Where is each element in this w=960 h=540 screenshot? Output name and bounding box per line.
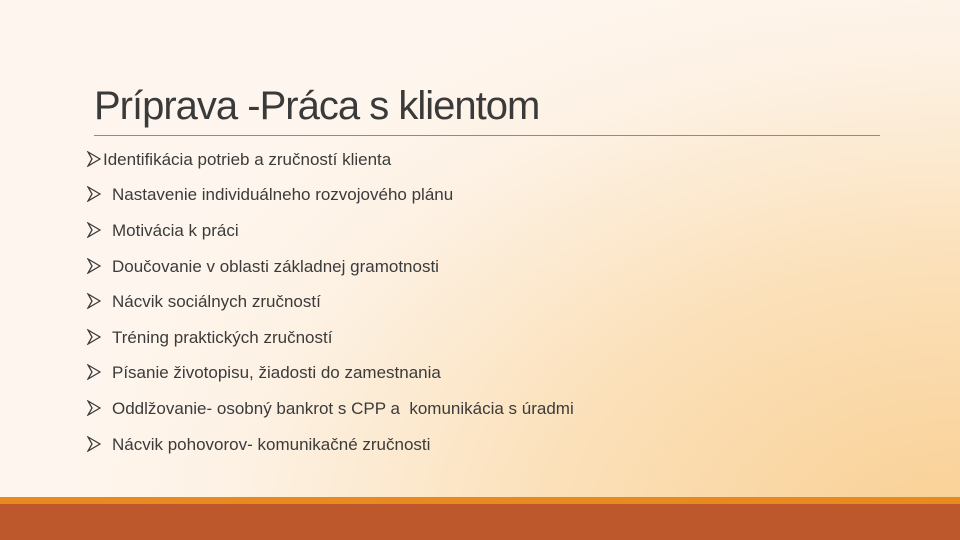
bullet-text: Nácvik pohovorov- komunikačné zručnosti bbox=[112, 435, 431, 454]
slide-title: Príprava -Práca s klientom bbox=[94, 84, 540, 128]
arrow-bullet-icon bbox=[87, 222, 101, 238]
footer-bar bbox=[0, 504, 960, 540]
bullet-item bbox=[87, 361, 441, 385]
bullet-text: Tréning praktických zručností bbox=[112, 328, 333, 347]
arrow-bullet-icon bbox=[87, 151, 101, 167]
arrow-bullet-icon bbox=[87, 436, 101, 452]
bullet-text: Doučovanie v oblasti základnej gramotnosti bbox=[112, 257, 439, 276]
bullet-item bbox=[87, 148, 391, 172]
bullet-text: Motivácia k práci bbox=[112, 221, 239, 240]
bullet-text: Oddlžovanie- osobný bankrot s CPP a komunikácia s úradmi bbox=[112, 399, 574, 418]
bullet-text: Identifikácia potrieb a zručností klienta bbox=[103, 150, 392, 169]
bullet-text: Nastavenie individuálneho rozvojového plánu bbox=[112, 185, 454, 204]
bullet-item bbox=[87, 219, 239, 243]
arrow-bullet-icon bbox=[87, 186, 101, 202]
bullet-item bbox=[87, 290, 321, 314]
arrow-bullet-icon bbox=[87, 329, 101, 345]
arrow-bullet-icon bbox=[87, 400, 101, 416]
arrow-bullet-icon bbox=[87, 258, 101, 274]
arrow-bullet-icon bbox=[87, 364, 101, 380]
bullet-item bbox=[87, 397, 574, 421]
bullet-item bbox=[87, 183, 453, 207]
footer-accent-bar bbox=[0, 497, 960, 504]
bullet-text: Písanie životopisu, žiadosti do zamestnania bbox=[112, 363, 441, 382]
bullet-item bbox=[87, 433, 430, 457]
arrow-bullet-icon bbox=[87, 293, 101, 309]
bullet-item bbox=[87, 255, 439, 279]
bullet-item bbox=[87, 326, 332, 350]
bullet-text: Nácvik sociálnych zručností bbox=[112, 292, 321, 311]
